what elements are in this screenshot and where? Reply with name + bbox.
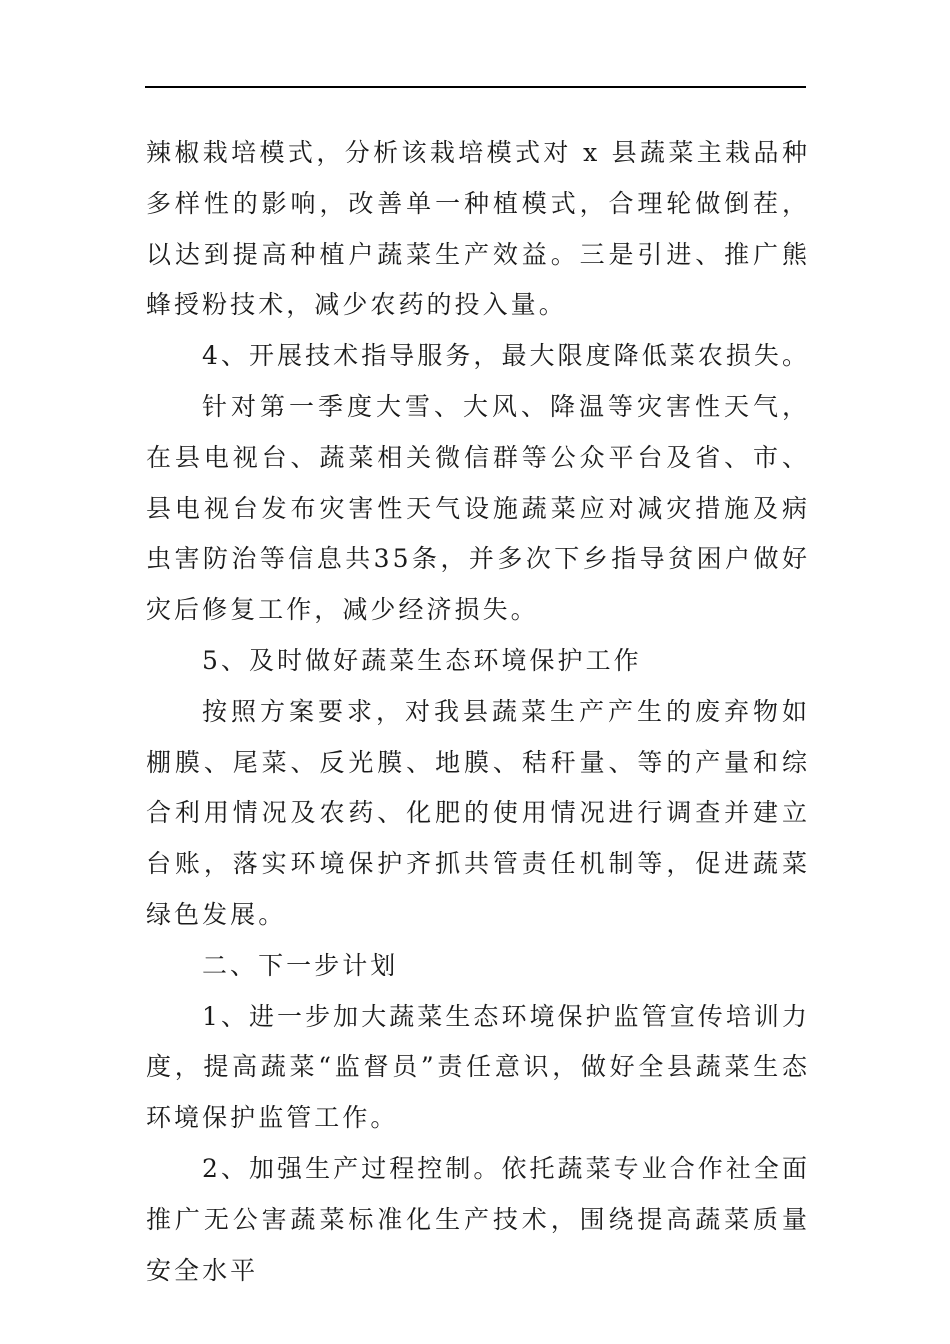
- document-body: [146, 128, 810, 1296]
- paragraph-disaster-guidance: 针对第一季度大雪、大风、降温等灾害性天气，在县电视台、蔬菜相关微信群等公众平台及省、市、县电视台发布灾害性天气设施蔬菜应对减灾措施及病虫害防治等信息共35条，并多次下乡指导贫困户做好灾后修复工作，减少经济损失。: [146, 391, 810, 625]
- section-heading-4: 4、开展技术指导服务，最大限度降低菜农损失。: [202, 341, 811, 371]
- plan-item-2: 2、加强生产过程控制。依托蔬菜专业合作社全面推广无公害蔬菜标准化生产技术，围绕提高蔬菜质量安全水平: [146, 1153, 811, 1285]
- paragraph-environment-protection: 按照方案要求，对我县蔬菜生产产生的废弃物如棚膜、尾菜、反光膜、地膜、秸秆量、等的产量和综合利用情况及农药、化肥的使用情况进行调查并建立台账，落实环境保护齐抓共管责任机制等，促进蔬菜绿色发展。: [146, 696, 810, 929]
- paragraph-continuation: 辣椒栽培模式，分析该栽培模式对 x 县蔬菜主栽品种多样性的影响，改善单一种植模式，合理轮做倒茬，以达到提高种植户蔬菜生产效益。三是引进、推广熊蜂授粉技术，减少农药的投入量。: [146, 138, 810, 320]
- section-heading-5: 5、及时做好蔬菜生态环境保护工作: [202, 645, 642, 675]
- section-heading-next-plan: 二、下一步计划: [202, 950, 399, 980]
- header-rule: [145, 86, 806, 88]
- plan-item-1: 1、进一步加大蔬菜生态环境保护监管宣传培训力度，提高蔬菜“监督员”责任意识，做好全县蔬菜生态环境保护监管工作。: [146, 1001, 811, 1133]
